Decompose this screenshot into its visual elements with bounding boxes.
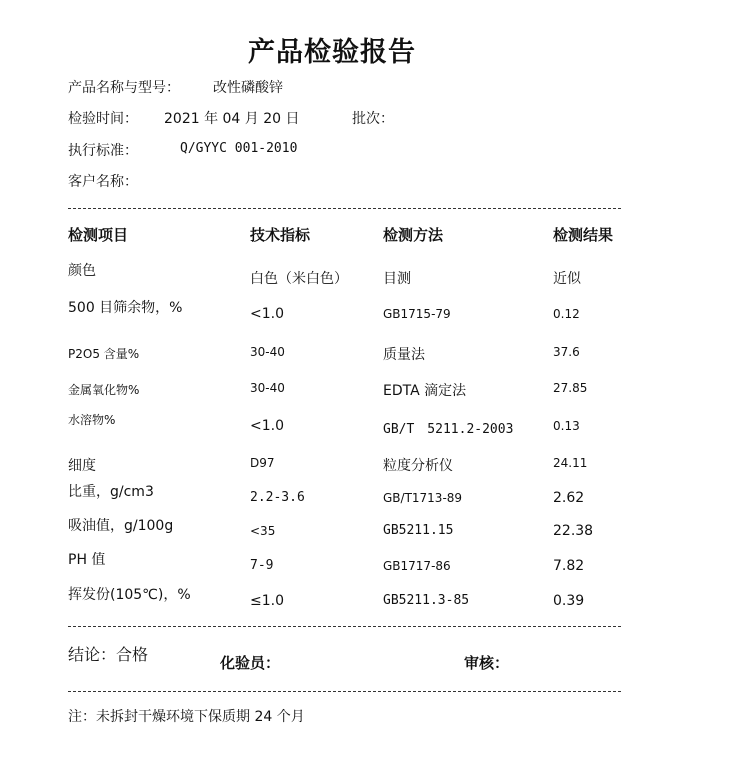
date-value: 2021 年 04 月 20 日 (164, 111, 300, 127)
row-method-volatile: GB5211.3-85 (383, 593, 470, 608)
product-label: 产品名称与型号： (68, 80, 180, 96)
row-spec-oxide: 30-40 (250, 381, 285, 395)
row-method-p2o5: 质量法 (383, 347, 425, 363)
reviewer-label: 审核： (464, 654, 510, 672)
row-spec-p2o5: 30-40 (250, 345, 285, 359)
row-method-oxide: EDTA 滴定法 (383, 383, 467, 399)
customer-label: 客户名称： (68, 174, 138, 190)
row-item-fineness: 细度 (68, 458, 96, 474)
row-method-water: GB/T 5211.2-2003 (383, 422, 514, 437)
row-result-p2o5: 37.6 (553, 345, 580, 359)
row-result-volatile: 0.39 (553, 593, 585, 609)
row-item-color: 颜色 (68, 263, 96, 279)
row-item-sieve: 500 目筛余物，% (68, 300, 183, 316)
row-item-oxide: 金属氧化物% (68, 383, 140, 397)
standard-label: 执行标准： (68, 143, 138, 159)
row-result-sieve: 0.12 (553, 307, 580, 321)
row-spec-color: 白色（米白色） (250, 271, 348, 287)
row-method-ph: GB1717-86 (383, 559, 451, 573)
row-item-density: 比重，g/cm3 (68, 484, 154, 500)
row-result-density: 2.62 (553, 490, 585, 506)
inspector-label: 化验员： (220, 654, 281, 672)
shelf-life-note: 注：未拆封干燥环境下保质期 24 个月 (68, 709, 305, 725)
divider-top (68, 208, 621, 209)
report-title: 产品检验报告 (248, 37, 416, 68)
row-method-fineness: 粒度分析仪 (383, 458, 453, 474)
divider-bottom (68, 691, 621, 692)
row-spec-volatile: ≤1.0 (250, 593, 284, 609)
header-spec: 技术指标 (250, 226, 311, 244)
row-result-water: 0.13 (553, 419, 580, 433)
row-result-oxide: 27.85 (553, 381, 588, 395)
product-value: 改性磷酸锌 (213, 80, 283, 96)
row-method-density: GB/T1713-89 (383, 491, 463, 505)
row-item-volatile: 挥发份(105℃)，% (68, 587, 191, 603)
row-result-color: 近似 (553, 271, 581, 287)
row-item-water: 水溶物% (68, 413, 116, 427)
header-result: 检测结果 (553, 226, 614, 244)
row-method-oil: GB5211.15 (383, 523, 454, 538)
row-spec-density: 2.2-3.6 (250, 490, 305, 505)
row-method-color: 目测 (383, 271, 411, 287)
row-spec-water: <1.0 (250, 418, 284, 434)
header-method: 检测方法 (383, 226, 444, 244)
row-spec-sieve: <1.0 (250, 306, 284, 322)
row-result-ph: 7.82 (553, 558, 585, 574)
conclusion-text: 结论：合格 (68, 645, 149, 664)
divider-middle (68, 626, 621, 627)
row-item-ph: PH 值 (68, 552, 106, 568)
row-result-oil: 22.38 (553, 523, 594, 539)
standard-value: Q/GYYC 001-2010 (180, 141, 298, 156)
row-spec-ph: 7-9 (250, 558, 274, 573)
batch-label: 批次： (352, 111, 394, 127)
row-method-sieve: GB1715-79 (383, 307, 451, 321)
row-spec-fineness: D97 (250, 456, 275, 470)
header-item: 检测项目 (68, 226, 129, 244)
date-label: 检验时间： (68, 111, 138, 127)
row-spec-oil: <35 (250, 524, 276, 538)
row-result-fineness: 24.11 (553, 456, 588, 470)
row-item-oil: 吸油值，g/100g (68, 518, 174, 534)
row-item-p2o5: P2O5 含量% (68, 347, 140, 361)
